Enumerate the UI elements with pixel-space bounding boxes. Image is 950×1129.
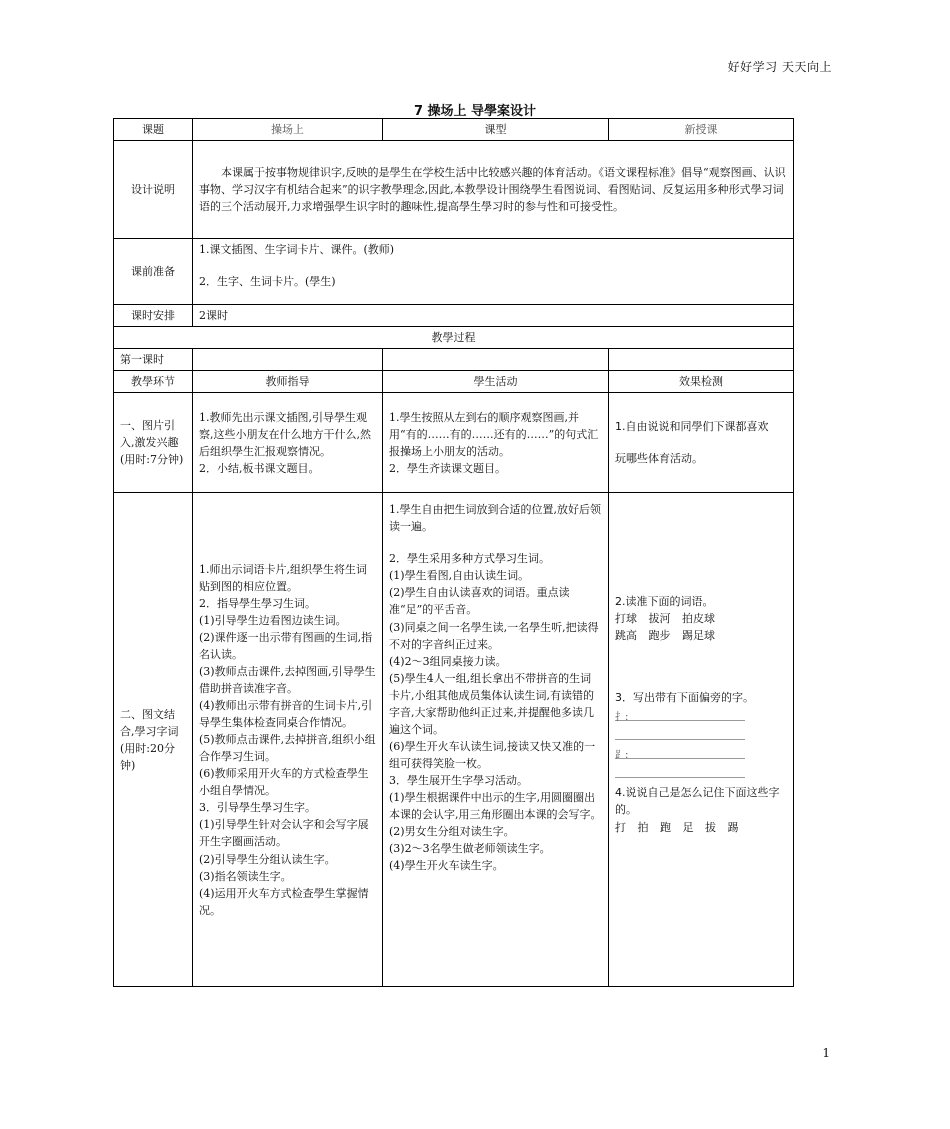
design-paragraph: 本课属于按事物规律识字,反映的是學生在学校生活中比较感兴趣的体育活动。《语文课程标准》倡导“观察图画、认识事物、学习汉字有机结合起来”的识字教學理念,因此,本教學设计围绕學生看图说词、看图贴词、反复运用多种形式學习词语的三个活动展开,力求增强學生识字时的趣味性,提高學生學习时的参与性和可接受性。 <box>199 165 786 214</box>
col-check: 效果检测 <box>609 371 794 393</box>
stage2-name: 二、图文结合,學习字词(用时:20分钟) <box>114 493 193 987</box>
design-row <box>114 141 794 239</box>
stage2-teacher-line: (4)教师出示带有拼音的生词卡片,引导學生集体检查同桌合作情况。 <box>199 699 373 730</box>
document-title: 7 操场上 导學案设计 <box>413 104 537 119</box>
stage2-teacher-line: (3)指名领读生字。 <box>199 869 292 883</box>
stage1-student-line: 1.學生按照从左到右的顺序观察图画,并用“有的……有的……还有的……”的句式汇报操场上小朋友的活动。 <box>389 410 599 458</box>
stage2-student-line: (2)男女生分组对读生字。 <box>389 825 515 839</box>
page-number: 1 <box>822 1046 830 1060</box>
stage2-teacher-line: 2．指导學生學习生词。 <box>199 596 316 610</box>
check-words-2: 跳高 跑步 踢足球 <box>615 629 715 643</box>
stage2-teacher-line: (2)课件逐一出示带有图画的生词,指名认读。 <box>199 630 373 661</box>
stage1-check-line: 1.自由说说和同學们下课都喜欢 <box>615 420 769 434</box>
stage2-row <box>114 493 794 987</box>
stage2-student <box>383 493 609 987</box>
radical-1-label: 扌: <box>615 712 629 724</box>
prep-line-1: 1.课文插图、生字词卡片、课件。(教师) <box>199 243 395 257</box>
stage2-student-line: 1.學生自由把生词放到合适的位置,放好后领读一遍。 <box>389 503 601 534</box>
radical-2-label: ⻊: <box>615 750 629 762</box>
stage2-teacher-line: 1.师出示词语卡片,组织學生将生词贴到图的相应位置。 <box>199 562 367 593</box>
stage2-student-line: 2．學生采用多种方式學习生词。 <box>389 552 550 566</box>
schedule-row <box>114 305 794 327</box>
fill-blank-radical-1 <box>615 708 745 724</box>
schedule-label: 课时安排 <box>114 305 193 327</box>
prep-line-2: 2．生字、生词卡片。(學生) <box>199 275 336 289</box>
fill-blank-radical-2 <box>615 746 745 762</box>
stage2-student-line: (2)學生自由认读喜欢的词语。重点读准“足”的平舌音。 <box>389 586 570 617</box>
prep-row <box>114 239 794 305</box>
stage1-row <box>114 393 794 493</box>
first-lesson-label: 第一课时 <box>114 349 193 371</box>
check-q3: 3．写出带有下面偏旁的字。 <box>615 691 754 705</box>
stage1-teacher-line: 1.教师先出示课文插图,引导學生观察,这些小朋友在什么地方干什么,然后组织學生汇报观察情况。 <box>199 410 371 458</box>
col-teacher: 教师指导 <box>193 371 383 393</box>
header-slogan: 好好学习 天天向上 <box>727 60 832 74</box>
topic-value: 操场上 <box>193 119 383 141</box>
stage1-student <box>383 393 609 493</box>
stage1-check-line: 玩哪些体育活动。 <box>615 452 703 466</box>
fill-blank-radical-1b <box>615 727 745 740</box>
stage2-teacher-line: (4)运用开火车方式检查學生掌握情况。 <box>199 886 369 917</box>
stage1-student-line: 2．學生齐读课文题目。 <box>389 461 506 475</box>
stage2-student-line: (1)學生看图,自由认读生词。 <box>389 569 530 583</box>
stage2-teacher-line: (2)引导學生分组认读生字。 <box>199 852 336 866</box>
check-q2: 2.读准下面的词语。 <box>615 595 714 609</box>
stage1-teacher-line: 2．小结,板书课文题目。 <box>199 461 320 475</box>
process-title: 教學过程 <box>114 327 794 349</box>
fill-blank-radical-2b <box>615 765 745 778</box>
check-words-1: 打球 拔河 拍皮球 <box>615 612 715 626</box>
stage2-teacher-line: (3)教师点击课件,去掉图画,引导學生借助拼音读准字音。 <box>199 665 376 696</box>
stage2-student-line: 3．學生展开生字學习活动。 <box>389 773 528 787</box>
stage2-student-line: (6)學生开火车认读生词,接读又快又准的一组可获得笑脸一枚。 <box>389 739 596 770</box>
stage2-student-line: (1)學生根据课件中出示的生字,用圆圈圈出本课的会认字,用三角形圈出本课的会写字。 <box>389 790 602 822</box>
process-title-row <box>114 327 794 349</box>
design-label: 设计说明 <box>114 141 193 239</box>
stage2-teacher-line: 3．引导學生學习生字。 <box>199 801 316 815</box>
col-stage: 教學环节 <box>114 371 193 393</box>
type-value: 新授课 <box>609 119 794 141</box>
stage2-teacher-line: (6)教师采用开火车的方式检查學生小组自學情况。 <box>199 767 369 798</box>
stage1-check <box>609 393 794 493</box>
stage1-name: 一、图片引入,激发兴趣(用时:7分钟) <box>114 393 193 493</box>
prep-label: 课前准备 <box>114 239 193 305</box>
check-words-3: 打 拍 跑 足 拔 踢 <box>615 820 739 834</box>
type-label: 课型 <box>383 119 609 141</box>
stage2-student-line: (5)學生4人一组,组长拿出不带拼音的生词卡片,小组其他成员集体认读生词,有读错的字音,大家帮助他纠正过来,并提醒他多读几遍这个词。 <box>389 671 594 736</box>
prep-content <box>193 239 794 305</box>
design-text <box>193 141 794 239</box>
col-student: 學生活动 <box>383 371 609 393</box>
schedule-value: 2课时 <box>193 305 794 327</box>
stage2-student-line: (3)同桌之间一名學生读,一名學生听,把读得不对的字音纠正过来。 <box>389 620 599 651</box>
first-lesson-row <box>114 349 794 371</box>
lesson-plan-table <box>113 118 794 987</box>
topic-row <box>114 119 794 141</box>
stage2-teacher <box>193 493 383 987</box>
stage2-student-line: (4)2～3组同桌接力读。 <box>389 654 507 668</box>
stage2-teacher-line: (1)引导學生边看图边读生词。 <box>199 613 347 627</box>
check-q4: 4.说说自己是怎么记住下面这些字的。 <box>615 786 780 817</box>
stage2-student-line: (3)2～3名學生做老师领读生字。 <box>389 842 551 856</box>
stage1-teacher <box>193 393 383 493</box>
column-header-row <box>114 371 794 393</box>
stage2-student-line: (4)學生开火车读生字。 <box>389 859 504 873</box>
stage2-check <box>609 493 794 987</box>
stage2-teacher-line: (5)教师点击课件,去掉拼音,组织小组合作學习生词。 <box>199 733 376 764</box>
topic-label: 课题 <box>114 119 193 141</box>
stage2-teacher-line: (1)引导學生针对会认字和会写字展开生字圈画活动。 <box>199 818 369 849</box>
